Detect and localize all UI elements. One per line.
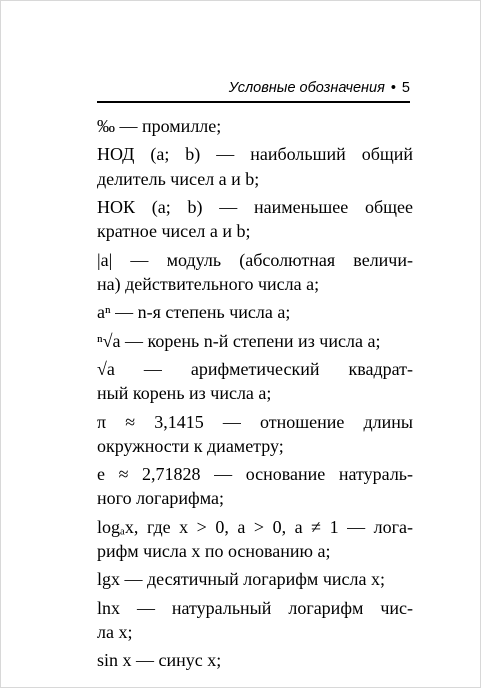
- entry-line: |a| — модуль (абсолютная величи-: [97, 249, 413, 270]
- entry-line: sin x — синус x;: [97, 650, 222, 671]
- entry-line: ‰ — промилле;: [97, 116, 222, 136]
- entry-line: ⁿ√a — корень n-й степени из числа a;: [97, 330, 381, 351]
- entry-sin: [97, 648, 413, 672]
- entry-line: делитель чисел a и b;: [97, 168, 260, 189]
- entry-lg: [97, 567, 413, 591]
- entry-square-root: [97, 357, 413, 405]
- entry-line: e ≈ 2,71828 — основание натураль-: [97, 464, 413, 485]
- entry-lcm: [97, 195, 413, 243]
- entry-line: lgx — десятичный логарифм числа x;: [97, 569, 385, 590]
- entry-line: √a — арифметический квадрат-: [97, 358, 413, 379]
- entry-permille: [97, 114, 413, 138]
- entry-line: рифм числа x по основанию a;: [97, 540, 331, 561]
- entry-log: [97, 515, 413, 563]
- entry-line: ного логарифма;: [97, 488, 224, 509]
- entry-ln: [97, 596, 413, 644]
- entry-nth-root: [97, 329, 413, 353]
- entry-line: π ≈ 3,1415 — отношение длины: [97, 411, 413, 432]
- entry-power: [97, 300, 413, 324]
- entry-modulus: [97, 248, 413, 296]
- entry-gcd: [97, 142, 413, 190]
- entry-line: logₐx, где x > 0, a > 0, a ≠ 1 — лога-: [97, 516, 413, 537]
- entry-line: aⁿ — n-я степень числа a;: [97, 302, 291, 323]
- entry-line: ный корень из числа a;: [97, 383, 272, 404]
- header-title: Условные обозначения: [228, 80, 385, 96]
- entry-pi: [97, 410, 413, 458]
- entry-line: на) действительного числа a;: [97, 273, 320, 294]
- page-number: 5: [401, 80, 410, 96]
- header-bullet: •: [390, 80, 396, 96]
- running-header: [97, 75, 410, 103]
- entry-line: ла x;: [97, 621, 133, 642]
- entry-line: кратное чисел a и b;: [97, 221, 251, 242]
- entry-e: [97, 462, 413, 510]
- entry-line: окружности к диаметру;: [97, 435, 284, 456]
- entry-line: НОК (a; b) — наименьшее общее: [97, 196, 413, 217]
- notation-list: [97, 114, 413, 677]
- entry-line: НОД (a; b) — наибольший общий: [97, 144, 413, 165]
- entry-line: lnx — натуральный логарифм чис-: [97, 597, 413, 618]
